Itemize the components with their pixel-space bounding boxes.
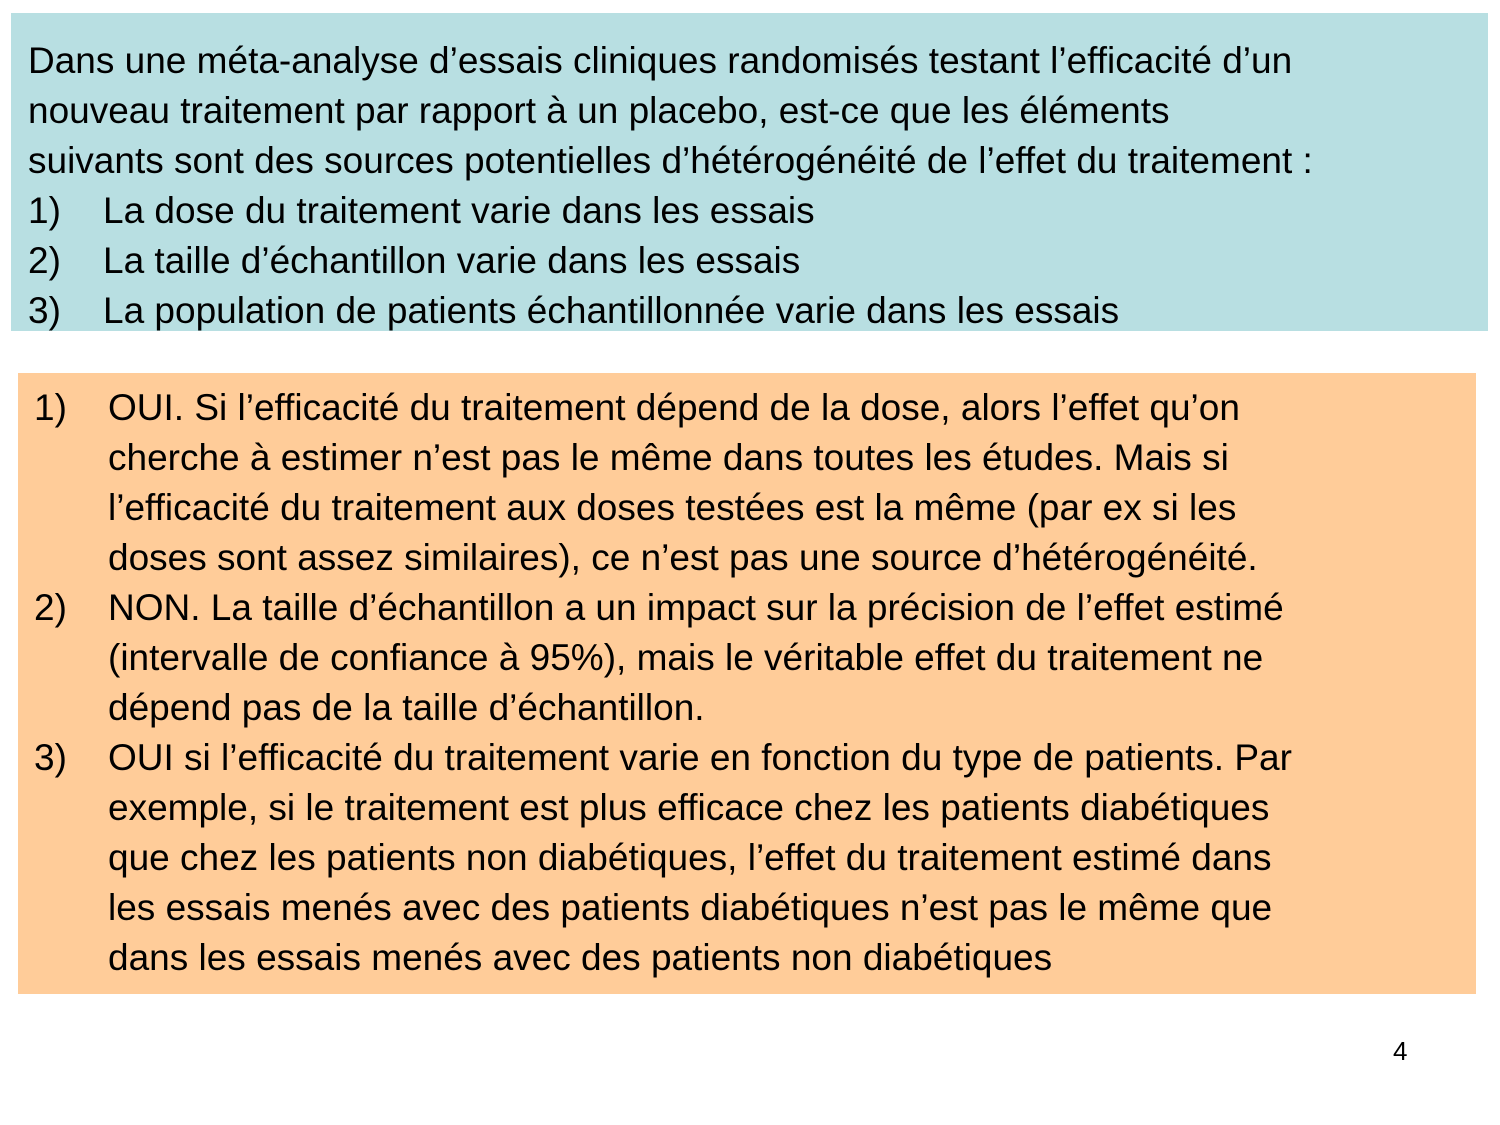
question-item-text: La population de patients échantillonnée varie dans les essais [103, 290, 1120, 331]
question-item-1 [28, 186, 1488, 236]
answer-item-number: 3) [34, 737, 67, 778]
answer-item-text: OUI si l’efficacité du traitement varie en fonction du type de patients. Par exemple, si le traitement est plus efficace chez les patients diabétiques que chez les patients non diabétiques, l’effet du traitement estimé dans les essais menés avec des patients diabétiques n’est pas le même que dans les essais menés avec des patients non diabétiques [108, 737, 1292, 978]
question-intro: Dans une méta-analyse d’essais cliniques randomisés testant l’efficacité d’un nouveau traitement par rapport à un placebo, est-ce que les éléments suivants sont des sources potentielles d’hétérogénéité de l’effet du traitement : [28, 40, 1313, 181]
answer-item-text: NON. La taille d’échantillon a un impact sur la précision de l’effet estimé (intervalle de confiance à 95%), mais le véritable effet du traitement ne dépend pas de la taille d’échantillon. [108, 587, 1284, 728]
question-list [28, 186, 1488, 336]
answer-item-3 [34, 733, 1476, 983]
question-item-number: 1) [28, 190, 61, 231]
question-box [11, 13, 1488, 331]
question-item-text: La dose du traitement varie dans les essais [103, 190, 815, 231]
question-item-3 [28, 286, 1488, 336]
question-item-number: 3) [28, 290, 61, 331]
answer-item-number: 2) [34, 587, 67, 628]
answer-item-2 [34, 583, 1476, 733]
answer-box [18, 373, 1476, 994]
question-item-number: 2) [28, 240, 61, 281]
answer-item-text: OUI. Si l’efficacité du traitement dépend de la dose, alors l’effet qu’on cherche à estimer n’est pas le même dans toutes les études. Mais si l’efficacité du traitement aux doses testées est la même (par ex si les doses sont assez similaires), ce n’est pas une source d’hétérogénéité. [108, 387, 1258, 578]
question-item-2 [28, 236, 1488, 286]
page-number: 4 [1393, 1036, 1408, 1066]
answer-list [34, 383, 1476, 983]
question-item-text: La taille d’échantillon varie dans les essais [103, 240, 801, 281]
answer-item-number: 1) [34, 387, 67, 428]
answer-item-1 [34, 383, 1476, 583]
